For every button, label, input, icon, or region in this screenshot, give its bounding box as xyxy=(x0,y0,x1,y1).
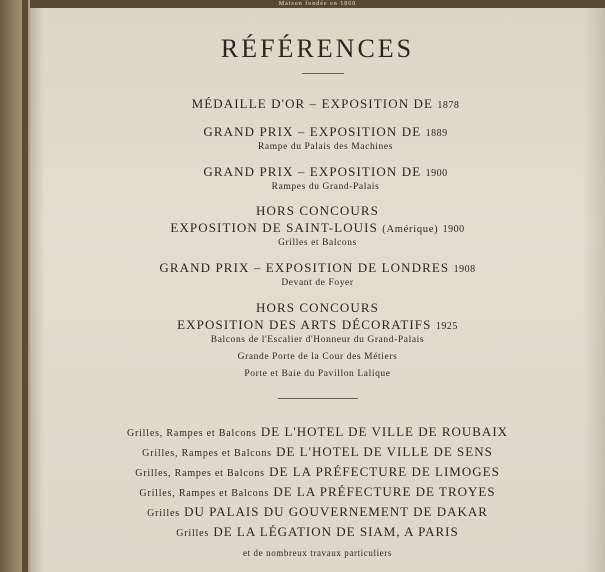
work-line: Grilles DU PALAIS DU GOUVERNEMENT DE DAKAR xyxy=(147,504,488,519)
work-line: Grilles, Rampes et Balcons DE L'HOTEL DE VILLE DE ROUBAIX xyxy=(126,424,509,439)
document-page xyxy=(30,0,605,572)
work-line: Grilles, Rampes et Balcons DE LA PRÉFECTURE DE TROYES xyxy=(139,484,496,499)
award-line: HORS CONCOURS xyxy=(255,203,380,218)
award-detail: Grande Porte de la Cour des Métiers xyxy=(237,352,398,362)
title-rule xyxy=(302,73,344,74)
award-line: GRAND PRIX – EXPOSITION DE 1889 xyxy=(203,124,448,139)
award-line: HORS CONCOURS xyxy=(255,300,380,315)
book-spine xyxy=(22,0,28,572)
award-detail: Grilles et Balcons xyxy=(278,238,357,248)
award-line: GRAND PRIX – EXPOSITION DE 1900 xyxy=(203,164,448,179)
page-title: RÉFÉRENCES xyxy=(220,34,415,63)
award-line: EXPOSITION DES ARTS DÉCORATIFS 1925 xyxy=(177,317,458,332)
award-detail: Porte et Baie du Pavillon Lalique xyxy=(244,369,391,379)
award-detail: Rampe du Palais des Machines xyxy=(258,142,393,152)
award-detail: Balcons de l'Escalier d'Honneur du Grand-Palais xyxy=(210,335,425,345)
work-line: Grilles DE LA LÉGATION DE SIAM, A PARIS xyxy=(176,524,459,539)
section-rule xyxy=(278,398,358,399)
footer-note: et de nombreux travaux particuliers xyxy=(243,548,392,558)
award-line: GRAND PRIX – EXPOSITION DE LONDRES 1908 xyxy=(159,260,476,275)
top-caption: Maison fondée en 1860 xyxy=(278,1,357,7)
award-line: MÉDAILLE D'OR – EXPOSITION DE 1878 xyxy=(191,96,460,111)
award-line: EXPOSITION DE SAINT-LOUIS (Amérique) 1900 xyxy=(170,220,465,235)
work-line: Grilles, Rampes et Balcons DE LA PRÉFECTURE DE LIMOGES xyxy=(135,464,500,479)
award-detail: Devant de Foyer xyxy=(281,278,354,288)
award-detail: Rampes du Grand-Palais xyxy=(271,182,380,192)
work-line: Grilles, Rampes et Balcons DE L'HOTEL DE VILLE DE SENS xyxy=(142,444,493,459)
